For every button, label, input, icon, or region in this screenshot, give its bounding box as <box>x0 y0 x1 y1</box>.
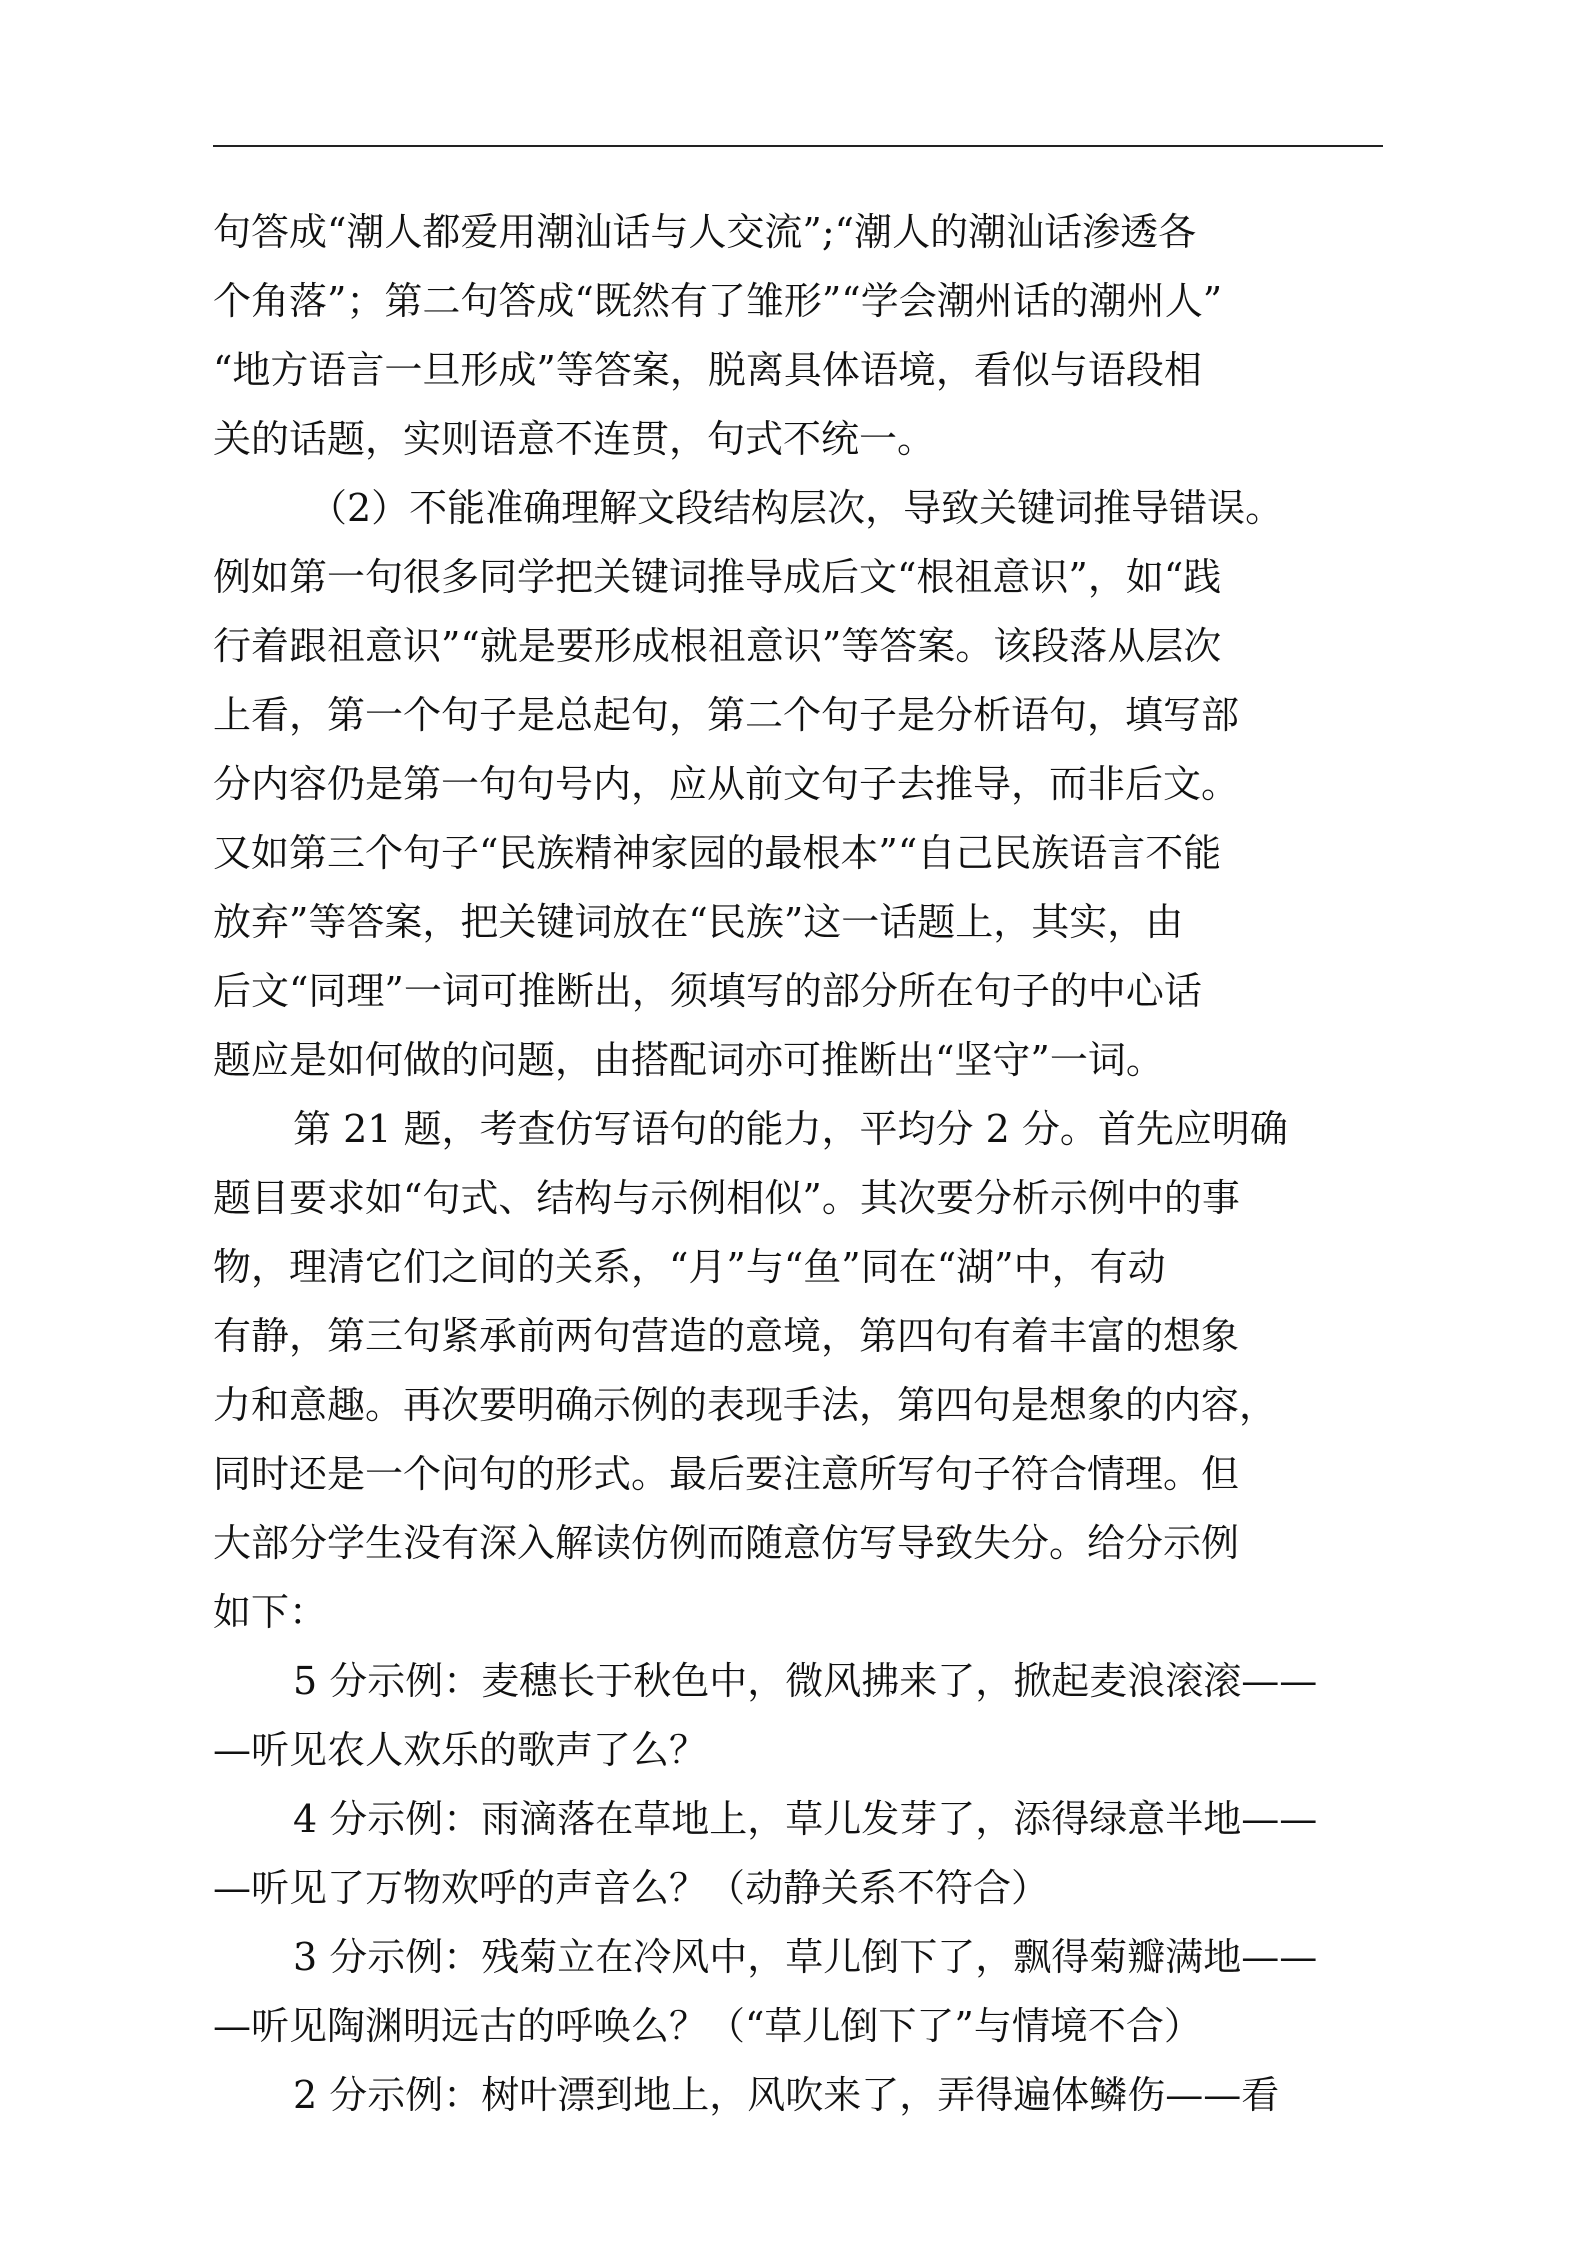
text-line: 例如第一句很多同学把关键词推导成后文“根祖意识”，如“践 <box>213 555 1222 599</box>
text-line: 句答成“潮人都爱用潮汕话与人交流”;“潮人的潮汕话渗透各 <box>213 210 1197 254</box>
text-line: 行着跟祖意识”“就是要形成根祖意识”等答案。该段落从层次 <box>213 624 1222 668</box>
text-line: 大部分学生没有深入解读仿例而随意仿写导致失分。给分示例 <box>213 1521 1240 1565</box>
header-rule <box>213 145 1383 147</box>
text-line: 关的话题，实则语意不连贯，句式不统一。 <box>213 417 936 461</box>
text-line: —听见了万物欢呼的声音么？（动静关系不符合） <box>213 1866 1050 1910</box>
text-line: 后文“同理”一词可推断出，须填写的部分所在句子的中心话 <box>213 969 1202 1013</box>
text-line: 上看，第一个句子是总起句，第二个句子是分析语句，填写部 <box>213 693 1240 737</box>
text-line: —听见农人欢乐的歌声了么？ <box>213 1728 708 1772</box>
text-line: 放弃”等答案，把关键词放在“民族”这一话题上，其实，由 <box>213 900 1184 944</box>
paragraph-first-line: 5 分示例：麦穗长于秋色中，微风拂来了，掀起麦浪滚滚—— <box>293 1659 1318 1703</box>
paragraph-first-line: 第 21 题，考查仿写语句的能力，平均分 2 分。首先应明确 <box>293 1107 1288 1151</box>
text-line: 如下： <box>213 1590 328 1634</box>
text-line: 分内容仍是第一句句号内，应从前文句子去推导，而非后文。 <box>213 762 1240 806</box>
text-line: 个角落”；第二句答成“既然有了雏形”“学会潮州话的潮州人” <box>213 279 1223 323</box>
text-line: 力和意趣。再次要明确示例的表现手法，第四句是想象的内容， <box>213 1383 1278 1427</box>
text-line: 同时还是一个问句的形式。最后要注意所写句子符合情理。但 <box>213 1452 1240 1496</box>
paragraph-first-line: 4 分示例：雨滴落在草地上，草儿发芽了，添得绿意半地—— <box>293 1797 1318 1841</box>
paragraph-first-line: 3 分示例：残菊立在冷风中，草儿倒下了，飘得菊瓣满地—— <box>293 1935 1318 1979</box>
text-line: —听见陶渊明远古的呼唤么？（“草儿倒下了”与情境不合） <box>213 2004 1202 2048</box>
text-line: 又如第三个句子“民族精神家园的最根本”“自己民族语言不能 <box>213 831 1222 875</box>
text-line: 有静，第三句紧承前两句营造的意境，第四句有着丰富的想象 <box>213 1314 1240 1358</box>
text-line: 题目要求如“句式、结构与示例相似”。其次要分析示例中的事 <box>213 1176 1240 1220</box>
text-line: 物，理清它们之间的关系，“月”与“鱼”同在“湖”中，有动 <box>213 1245 1166 1289</box>
text-line: 题应是如何做的问题，由搭配词亦可推断出“坚守”一词。 <box>213 1038 1164 1082</box>
text-line: “地方语言一旦形成”等答案，脱离具体语境，看似与语段相 <box>213 348 1202 392</box>
document-body <box>213 198 1385 2130</box>
paragraph-first-line: 2 分示例：树叶漂到地上，风吹来了，弄得遍体鳞伤——看 <box>293 2073 1280 2117</box>
paragraph-first-line: （2）不能准确理解文段结构层次，导致关键词推导错误。 <box>309 486 1284 530</box>
